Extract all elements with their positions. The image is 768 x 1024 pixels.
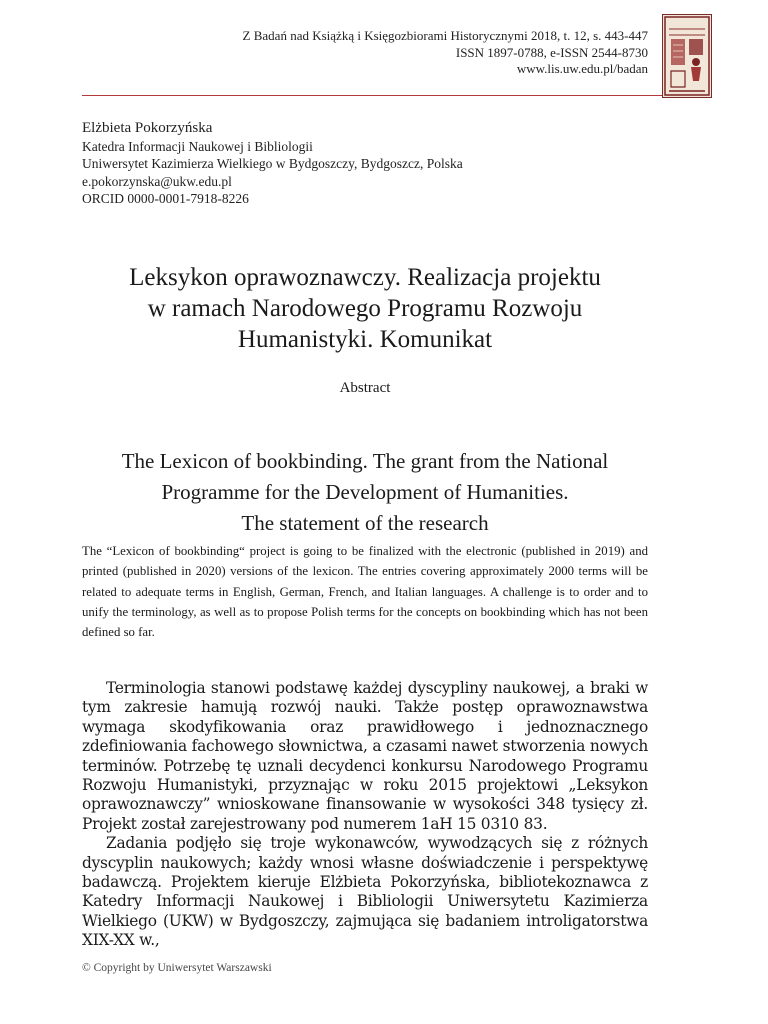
author-block bbox=[82, 120, 463, 208]
body-paragraph: Zadania podjęło się troje wykonawców, wywodzących się z różnych dyscyplin naukowych; każdy wnosi własne doświadczenie i perspektywę badawczą. Projektem kieruje Elżbieta Pokorzyńska, bibliotekoznawca z Katedry Informacji Naukowej i Bibliologii Uniwersytetu Kazimierza Wielkiego (UKW) w Bydgoszczy, zajmująca się badaniem introligatorstwa XIX-XX w., bbox=[82, 834, 648, 950]
author-name: Elżbieta Pokorzyńska bbox=[82, 120, 213, 136]
journal-url[interactable]: www.lis.uw.edu.pl/badan bbox=[516, 61, 648, 76]
article-body bbox=[82, 679, 648, 951]
english-title-line: Programme for the Development of Humanities. bbox=[161, 480, 569, 504]
english-title-line: The Lexicon of bookbinding. The grant from the National bbox=[121, 449, 609, 473]
article-title bbox=[40, 262, 690, 355]
english-title bbox=[40, 446, 690, 539]
copyright-notice: © Copyright by Uniwersytet Warszawski bbox=[82, 962, 272, 974]
journal-citation: Z Badań nad Książką i Księgozbiorami Historycznymi 2018, t. 12, s. 443-447 bbox=[242, 28, 648, 43]
article-title-line: Humanistyki. Komunikat bbox=[237, 326, 493, 353]
journal-issn: ISSN 1897-0788, e-ISSN 2544-8730 bbox=[455, 44, 648, 60]
article-title-line: w ramach Narodowego Programu Rozwoju bbox=[147, 295, 583, 322]
author-email[interactable]: e.pokorzynska@ukw.edu.pl bbox=[82, 173, 232, 189]
journal-logo-woodcut bbox=[662, 14, 712, 98]
abstract-heading: Abstract bbox=[339, 380, 391, 396]
abstract-text: The “Lexicon of bookbinding“ project is going to be finalized with the electronic (published in 2019) and printed (published in 2020) versions of the lexicon. The entries covering approximately 2000 terms will be related to adequate terms in English, German, French, and Italian languages. A challenge is to order and to unify the terminology, as well as to propose Polish terms for the concepts on bookbinding which has not been defined so far. bbox=[82, 544, 648, 640]
english-title-line: The statement of the research bbox=[241, 511, 489, 535]
author-orcid: ORCID 0000-0001-7918-8226 bbox=[82, 191, 249, 206]
header-divider bbox=[82, 95, 662, 96]
author-department: Katedra Informacji Naukowej i Bibliologii bbox=[82, 138, 313, 154]
journal-header bbox=[0, 28, 648, 78]
body-paragraph: Terminologia stanowi podstawę każdej dyscypliny naukowej, a braki w tym zakresie hamują rozwój nauki. Także postęp oprawoznawstwa wymaga skodyfikowania oraz prawidłowego i jednoznacznego zdefiniowania fachowego słownictwa, a czasami nawet stworzenia nowych terminów. Potrzebę tę uznali decydenci konkursu Narodowego Programu Rozwoju Humanistyki, przyznając w roku 2015 projektowi „Leksykon oprawoznawczy” wnioskowane finansowanie w wysokości 348 tysięcy zł. Projekt został zarejestrowany pod numerem 1aH 15 0310 83. bbox=[82, 679, 648, 833]
article-title-line: Leksykon oprawoznawczy. Realizacja projektu bbox=[129, 264, 601, 291]
author-university: Uniwersytet Kazimierza Wielkiego w Bydgoszczy, Bydgoszcz, Polska bbox=[82, 156, 463, 171]
